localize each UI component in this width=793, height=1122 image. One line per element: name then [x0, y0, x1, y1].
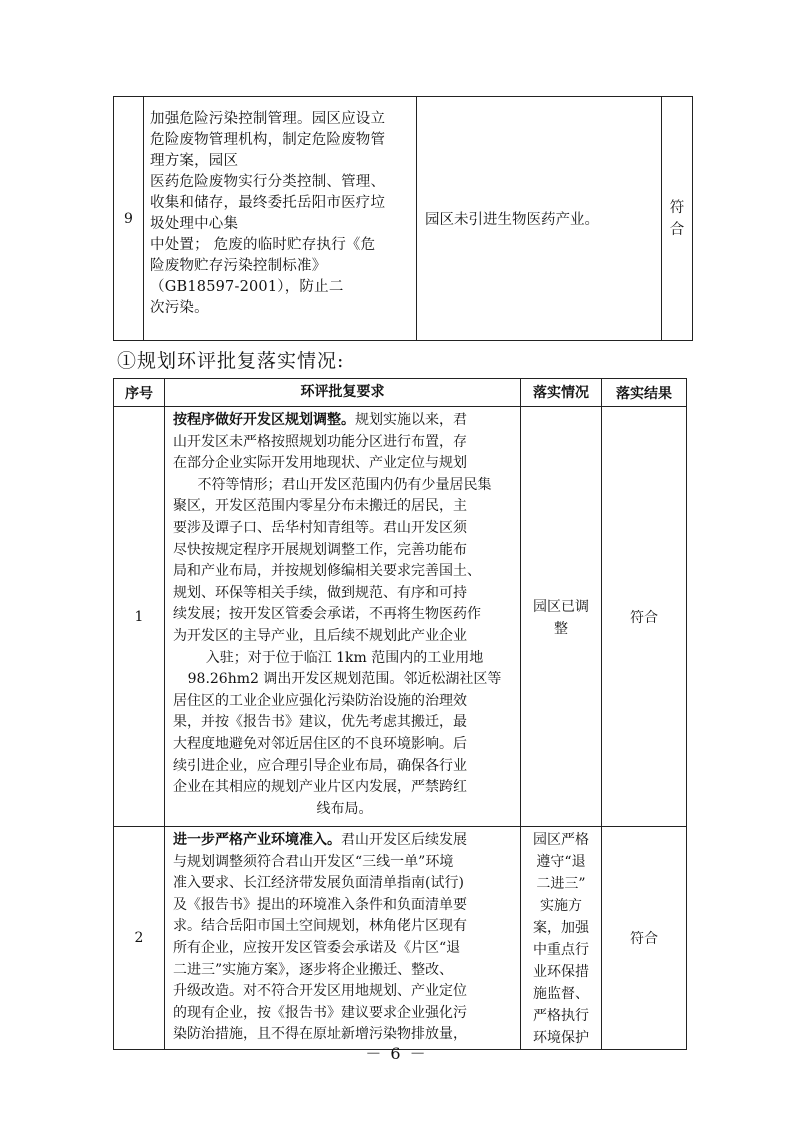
requirement-line: 所有企业，应按开发区管委会承诺及《片区“退 [173, 939, 461, 956]
requirement-line: 果，并按《报告书》建议，优先考虑其搬迁，最 [173, 714, 467, 731]
requirement-line: 聚区，开发区范围内零星分布未搬迁的居民，主 [173, 498, 467, 515]
requirement-line: 企业在其相应的规划产业片区内发展，严禁跨红 [173, 779, 467, 796]
implementation-status [521, 407, 602, 827]
requirement-lead: 按程序做好开发区规划调整。 [173, 412, 355, 428]
previous-requirements-table [113, 96, 693, 341]
requirement-line [173, 410, 516, 432]
row-number: 2 [114, 827, 165, 1050]
implementation-line: 施监督、 [533, 986, 589, 1002]
implementation-result: 符合 [602, 827, 687, 1050]
requirement-line: 中处置； 危废的临时贮存执行《危 [150, 237, 376, 253]
requirement-line: 为开发区的主导产业，且后续不规划此产业企业 [173, 627, 467, 644]
requirement-line: 理方案，园区 [150, 153, 239, 169]
table-row [114, 97, 693, 341]
requirement-line: 大程度地避免对邻近居住区的不良环境影响。后 [173, 735, 467, 752]
requirement-line: 收集和储存，最终委托岳阳市医疗垃 [150, 195, 386, 211]
requirement-line: 圾处理中心集 [150, 216, 239, 232]
implementation-line: 遵守“退 [536, 854, 586, 870]
implementation-line: 园区已调 [533, 598, 589, 615]
requirement-line: 升级改造。对不符合开发区用地规划、产业定位 [173, 983, 467, 1000]
requirement-line: 规划、环保等相关手续，做到规范、有序和可持 [173, 584, 467, 601]
requirement-line: 准入要求、长江经济带发展负面清单指南(试行) [173, 875, 464, 892]
requirement-line: 次污染。 [150, 300, 209, 316]
table-header-row [114, 379, 687, 407]
header-implementation: 落实情况 [521, 379, 602, 407]
requirement-text [165, 407, 521, 827]
requirement-line: 线布局。 [316, 800, 373, 817]
implementation-status [521, 827, 602, 1050]
requirement-text [165, 827, 521, 1050]
table-row [114, 407, 687, 827]
requirement-line: 与规划调整须符合君山开发区“三线一单”环境 [173, 853, 454, 870]
implementation-line: 案，加强 [533, 920, 589, 936]
result-char: 符 [669, 199, 685, 216]
requirement-lead: 进一步严格产业环境准入。 [173, 832, 341, 848]
requirement-line: 在部分企业实际开发用地现状、产业定位与规划 [173, 455, 467, 472]
row-number: 1 [114, 407, 165, 827]
page-number: － 6 － [365, 1044, 428, 1063]
requirement-line: 不符等情形；君山开发区范围内仍有少量居民集 [197, 476, 492, 493]
requirement-line: 求。结合岳阳市国土空间规划，林角佬片区现有 [173, 918, 467, 935]
section-heading: ①规划环评批复落实情况: [117, 350, 345, 372]
header-no: 序号 [114, 379, 165, 407]
requirement-line: 入驻；对于位于临江 1km 范围内的工业用地 [205, 649, 484, 666]
header-result: 落实结果 [602, 379, 687, 407]
requirement-line: 的现有企业，按《报告书》建议要求企业强化污 [173, 1004, 467, 1021]
implementation-line: 二进三” [536, 876, 586, 892]
requirement-line: 续引进企业，应合理引导企业布局，确保各行业 [173, 757, 467, 774]
implementation-status: 园区未引进生物医药产业。 [417, 97, 662, 341]
implementation-line: 园区严格 [533, 832, 589, 848]
requirement-line: 山开发区未严格按照规划功能分区进行布置，存 [173, 433, 467, 450]
implementation-line: 中重点行 [533, 942, 589, 958]
implementation-line: 实施方 [540, 898, 582, 914]
requirement-line: 续发展；按开发区管委会承诺，不再将生物医药作 [173, 606, 481, 623]
implementation-result: 符合 [602, 407, 687, 827]
requirement-line: 要涉及谭子口、岳华村知青组等。君山开发区须 [173, 519, 467, 536]
implementation-line: 环境保护 [533, 1030, 589, 1046]
implementation-result [662, 97, 693, 341]
requirement-line: 加强危险污染控制管理。园区应设立 [150, 111, 386, 127]
requirement-line [173, 830, 516, 852]
approval-requirements-table [113, 378, 687, 1050]
requirement-line: 局和产业布局，并按规划修编相关要求完善国土、 [173, 563, 481, 580]
requirement-line: 二进三”实施方案》，逐步将企业搬迁、整改、 [173, 961, 454, 978]
requirement-line: 染防治措施，且不得在原址新增污染物排放量， [173, 1026, 467, 1043]
requirement-line: 尽快按规定程序开展规划调整工作，完善功能布 [173, 541, 467, 558]
implementation-line: 整 [554, 620, 568, 637]
table-row [114, 827, 687, 1050]
row-number: 9 [114, 97, 144, 341]
result-char: 合 [669, 221, 685, 238]
requirement-text [144, 97, 417, 341]
requirement-line: 及《报告书》提出的环境准入条件和负面清单要 [173, 896, 467, 913]
requirement-line-rest: 君山开发区后续发展 [341, 832, 467, 848]
requirement-line: 险废物贮存污染控制标准》 [150, 258, 327, 274]
requirement-line: 医药危险废物实行分类控制、管理、 [150, 174, 386, 190]
implementation-line: 业环保措 [533, 964, 589, 980]
implementation-line: 严格执行 [533, 1008, 589, 1024]
header-requirement: 环评批复要求 [165, 379, 521, 407]
requirement-line-rest: 规划实施以来，君 [355, 412, 467, 428]
requirement-line: （GB18597-2001），防止二 [150, 279, 344, 295]
requirement-line: 98.26hm2 调出开发区规划范围。邻近松湖社区等 [187, 671, 502, 688]
requirement-line: 危险废物管理机构，制定危险废物管 [150, 132, 386, 148]
requirement-line: 居住区的工业企业应强化污染防治设施的治理效 [173, 692, 467, 709]
